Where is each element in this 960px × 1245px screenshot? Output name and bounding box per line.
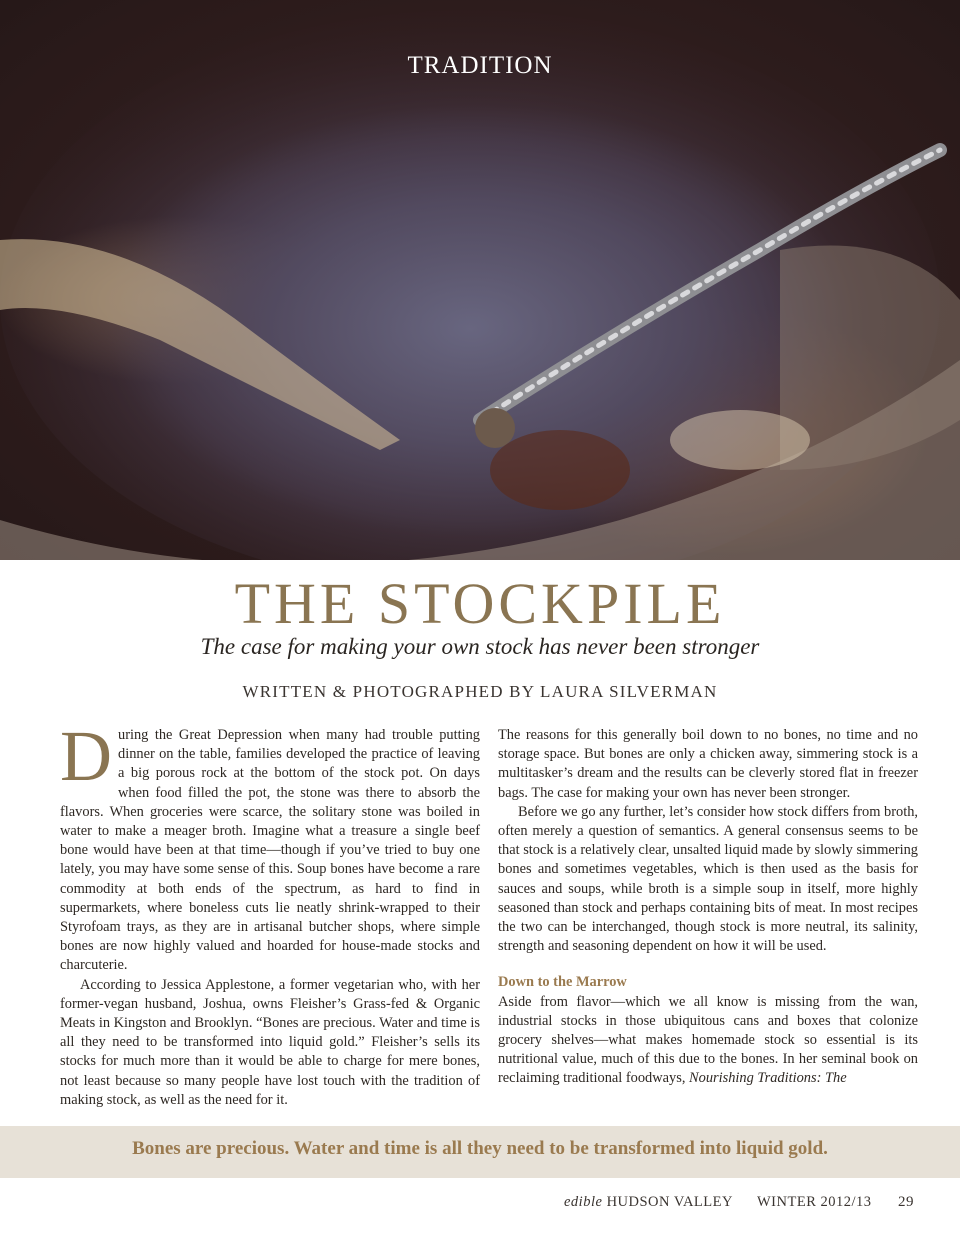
hero-photo bbox=[0, 0, 960, 560]
paragraph: According to Jessica Applestone, a former vegetarian who, with her former-vegan husband, Joshua, owns Fleisher’s Grass-fed & Organic Meats in Kingston and Brooklyn. “Bones are precious. Water and time is all they need to be transformed into liquid gold.” Fleisher’s sells its stocks for much more than it would be able to charge for mere bones, not least because so many people have lost touch with the tradition of making stock, as well as the need for it. bbox=[60, 976, 480, 1108]
drop-cap: D bbox=[60, 716, 112, 796]
article-subtitle: The case for making your own stock has never been stronger bbox=[200, 634, 760, 659]
paragraph: Aside from flavor—which we all know is missing from the wan, industrial stocks in those ubiquitous cans and boxes that colonize grocery shelves—what makes homemade stock so essential is its nutritional value, much of this due to the bones. In her seminal book on reclaiming traditional foodways, Nourishing Traditions: The bbox=[498, 993, 918, 1087]
page-number: 29 bbox=[898, 1194, 914, 1210]
article-column-right bbox=[498, 726, 918, 1089]
footer-magazine-name: edible HUDSON VALLEY bbox=[564, 1194, 733, 1210]
section-label: TRADITION bbox=[407, 52, 553, 79]
footer-issue: WINTER 2012/13 bbox=[757, 1194, 872, 1210]
article-column-left bbox=[60, 716, 480, 1110]
section-subhead: Down to the Marrow bbox=[498, 974, 627, 991]
book-title: Nourishing Traditions: The bbox=[689, 1070, 847, 1087]
paragraph: During the Great Depression when many had trouble putting dinner on the table, families developed the practice of leaving a big porous rock at the bottom of the stock pot. On days when food filled the pot, the stone was there to absorb the flavors. When groceries were scarce, the solitary stone was boiled in water to make a meager broth. Imagine what a treasure a single beef bone would have been at that time—though if you’ve tried to buy one lately, you may have some sense of this. Soup bones have become a rare commodity at both ends of the spectrum, as hard to find in supermarkets, where boneless cuts lie neatly shrink-wrapped to their Styrofoam trays, as they are in artisanal butcher shops, where simple bones are now highly valued and hoarded for house-made stocks and charcuterie. bbox=[60, 716, 480, 974]
paragraph: Before we go any further, let’s consider how stock differs from broth, often merely a question of semantics. A general consensus seems to be that stock is a relatively clear, unsalted liquid made by slowly simmering bones and sometimes vegetables, which is then used as the basis for sauces and soups, while broth is a simple soup in itself, more highly seasoned than stock and perhaps containing bits of meat. In most recipes the two can be interchanged, though stock is more neutral, its salinity, strength and seasoning dependent on how it will be used. bbox=[498, 803, 918, 955]
article-title: THE STOCKPILE bbox=[234, 571, 726, 636]
pull-quote: Bones are precious. Water and time is all they need to be transformed into liquid gold. bbox=[132, 1138, 828, 1159]
article-byline: WRITTEN & PHOTOGRAPHED BY LAURA SILVERMAN bbox=[242, 682, 718, 701]
stock-pot-illustration bbox=[0, 0, 960, 560]
paragraph: The reasons for this generally boil down to no bones, no time and no storage space. But bones are only a chicken away, simmering stock is a multitasker’s dream and the results can be cleverly stored flat in freezer bags. The case for making your own has never been stronger. bbox=[498, 727, 918, 801]
